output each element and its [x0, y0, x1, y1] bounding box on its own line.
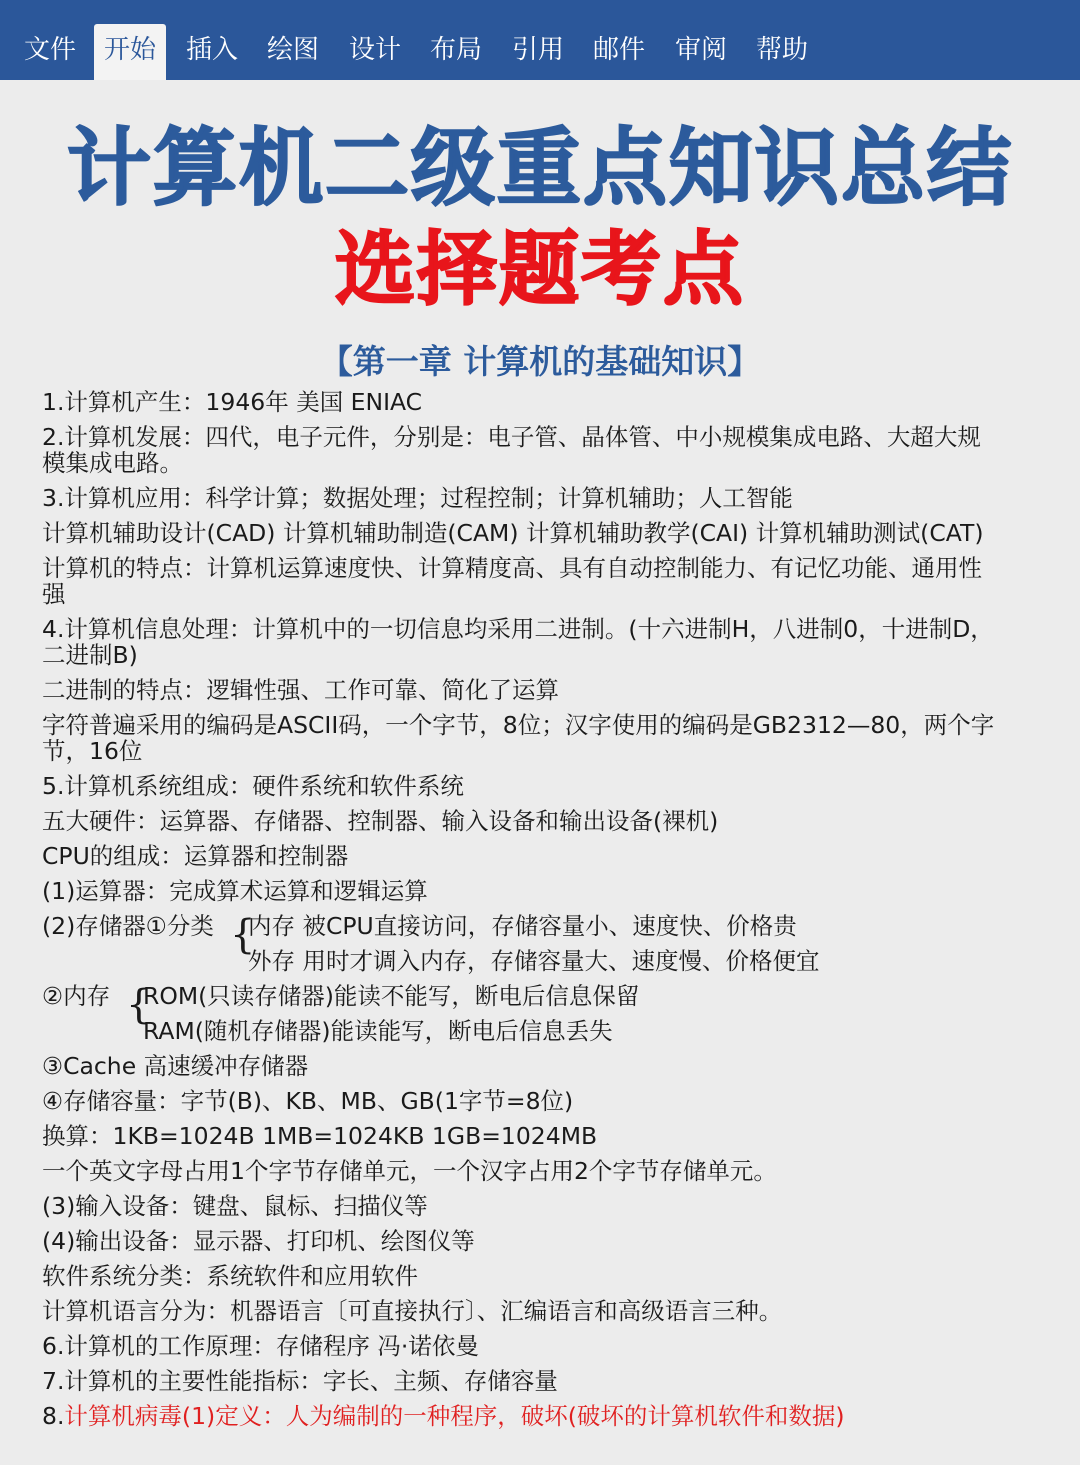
- text-line: 节，16位: [42, 737, 143, 765]
- text-line: 二进制的特点：逻辑性强、工作可靠、简化了运算: [42, 676, 559, 704]
- tab-layout[interactable]: 布局: [430, 35, 483, 65]
- text-line: 模集成电路。: [42, 449, 183, 477]
- text-line: 4.计算机信息处理：计算机中的一切信息均采用二进制。(十六进制H，八进制0，十进制D，: [42, 615, 994, 643]
- text-line: 6.计算机的工作原理：存储程序 冯·诺依曼: [42, 1332, 479, 1360]
- chapter-heading: 【第一章 计算机的基础知识】: [319, 342, 761, 381]
- tab-draw[interactable]: 绘图: [267, 35, 320, 65]
- text-line: (2)存储器①分类: [42, 912, 214, 940]
- text-line: 字符普遍采用的编码是ASCII码，一个字节，8位；汉字使用的编码是GB2312—80，两个字: [42, 711, 995, 739]
- text-line: 换算：1KB=1024B 1MB=1024KB 1GB=1024MB: [42, 1122, 598, 1150]
- text-line: 2.计算机发展：四代，电子元件，分别是：电子管、晶体管、中小规模集成电路、大超大规: [42, 423, 981, 451]
- text-line: 一个英文字母占用1个字节存储单元，一个汉字占用2个字节存储单元。: [42, 1157, 777, 1185]
- text-line: 强: [42, 580, 66, 608]
- tab-mailings[interactable]: 邮件: [593, 35, 646, 65]
- text-line: CPU的组成：运算器和控制器: [42, 842, 349, 870]
- text-line: 5.计算机系统组成：硬件系统和软件系统: [42, 772, 464, 800]
- curly-brace-icon: {: [230, 912, 256, 958]
- text-line: ROM(只读存储器)能读不能写，断电后信息保留: [143, 982, 640, 1010]
- tab-help[interactable]: 帮助: [756, 35, 809, 65]
- tab-file[interactable]: 文件: [24, 35, 77, 65]
- virus-definition-line: [42, 1403, 1042, 1429]
- text-line: 五大硬件：运算器、存储器、控制器、输入设备和输出设备(裸机): [42, 807, 719, 835]
- text-line: RAM(随机存储器)能读能写，断电后信息丢失: [143, 1017, 613, 1045]
- text-line: 计算机辅助设计(CAD) 计算机辅助制造(CAM) 计算机辅助教学(CAI) 计算机辅助测试(CAT): [42, 519, 984, 547]
- text-line: (3)输入设备：键盘、鼠标、扫描仪等: [42, 1192, 428, 1220]
- ribbon-bar: [0, 0, 1080, 80]
- line-number: 8.: [42, 1402, 65, 1430]
- text-line: (4)输出设备：显示器、打印机、绘图仪等: [42, 1227, 475, 1255]
- highlight-text: 计算机病毒(1)定义：人为编制的一种程序，破坏(破坏的计算机软件和数据): [64, 1402, 845, 1430]
- main-title: 计算机二级重点知识总结: [66, 119, 1013, 217]
- text-line: ④存储容量：字节(B)、KB、MB、GB(1字节=8位): [42, 1087, 574, 1115]
- text-line: ③Cache 高速缓冲存储器: [42, 1052, 309, 1080]
- text-line: 1.计算机产生：1946年 美国 ENIAC: [42, 388, 423, 416]
- text-line: 7.计算机的主要性能指标：字长、主频、存储容量: [42, 1367, 558, 1395]
- text-line: 外存 用时才调入内存，存储容量大、速度慢、价格便宜: [248, 947, 820, 975]
- tab-review[interactable]: 审阅: [675, 35, 728, 65]
- text-line: 3.计算机应用：科学计算；数据处理；过程控制；计算机辅助；人工智能: [42, 484, 793, 512]
- text-line: 二进制B): [42, 641, 138, 669]
- curly-brace-icon: {: [126, 982, 152, 1028]
- sub-title: 选择题考点: [335, 223, 745, 316]
- text-line: ②内存: [42, 982, 111, 1010]
- text-line: 内存 被CPU直接访问，存储容量小、速度快、价格贵: [248, 912, 797, 940]
- text-line: 计算机的特点：计算机运算速度快、计算精度高、具有自动控制能力、有记忆功能、通用性: [42, 554, 982, 582]
- tab-insert[interactable]: 插入: [186, 35, 239, 65]
- tab-home[interactable]: 开始: [94, 24, 166, 80]
- tab-design[interactable]: 设计: [349, 35, 402, 65]
- text-line: 软件系统分类：系统软件和应用软件: [42, 1262, 418, 1290]
- text-line: 计算机语言分为：机器语言〔可直接执行〕、汇编语言和高级语言三种。: [42, 1297, 783, 1325]
- text-line: (1)运算器：完成算术运算和逻辑运算: [42, 877, 428, 905]
- tab-references[interactable]: 引用: [512, 35, 565, 65]
